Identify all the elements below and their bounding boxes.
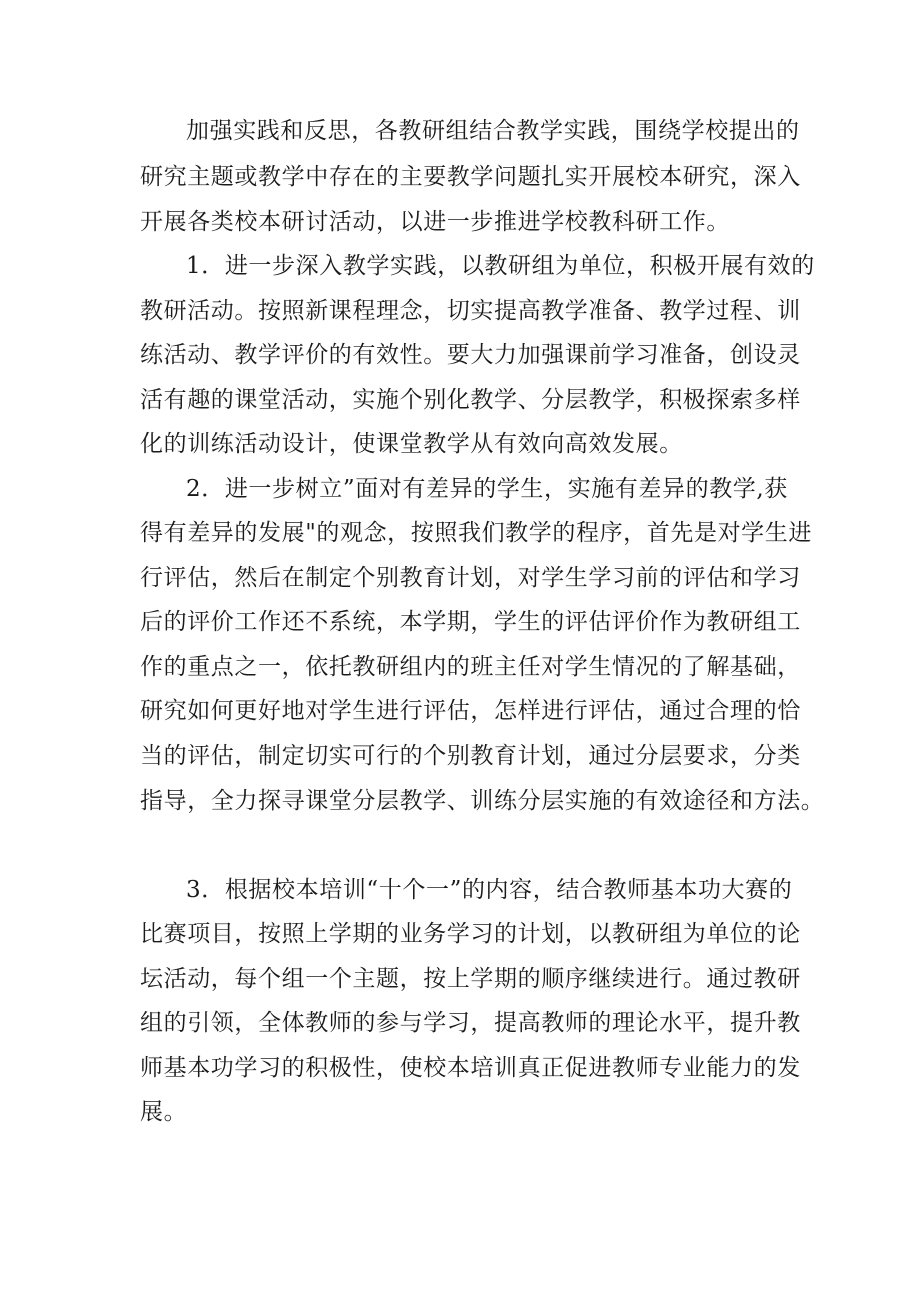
text-line: 2．进一步树立”面对有差异的学生，实施有差异的教学,获 bbox=[186, 476, 788, 502]
text-line: 加强实践和反思，各教研组结合教学实践，围绕学校提出的 bbox=[186, 118, 800, 144]
text-line: 活有趣的课堂活动，实施个别化教学、分层教学，积极探索多样 bbox=[140, 387, 801, 413]
text-line: 组的引领，全体教师的参与学习，提高教师的理论水平，提升教 bbox=[140, 1010, 801, 1036]
text-line: 指导，全力探寻课堂分层教学、训练分层实施的有效途径和方法。 bbox=[140, 788, 825, 814]
text-line: 后的评价工作还不系统，本学期，学生的评估评价作为教研组工 bbox=[140, 609, 801, 635]
text-line: 行评估，然后在制定个别教育计划，对学生学习前的评估和学习 bbox=[140, 565, 801, 591]
text-line: 作的重点之一，依托教研组内的班主任对学生情况的了解基础， bbox=[140, 654, 801, 680]
text-line: 展。 bbox=[140, 1099, 188, 1125]
text-line: 坛活动，每个组一个主题，按上学期的顺序继续进行。通过教研 bbox=[140, 966, 801, 992]
text-line: 师基本功学习的积极性，使校本培训真正促进教师专业能力的发 bbox=[140, 1055, 801, 1081]
text-line: 开展各类校本研讨活动，以进一步推进学校教科研工作。 bbox=[140, 209, 730, 235]
text-line: 当的评估，制定切实可行的个别教育计划，通过分层要求，分类 bbox=[140, 743, 801, 769]
text-line: 练活动、教学评价的有效性。要大力加强课前学习准备，创设灵 bbox=[140, 342, 801, 368]
text-line: 研究主题或教学中存在的主要教学问题扎实开展校本研究，深入 bbox=[140, 164, 801, 190]
text-line: 化的训练活动设计，使课堂教学从有效向高效发展。 bbox=[140, 431, 683, 457]
text-line: 教研活动。按照新课程理念，切实提高教学准备、教学过程、训 bbox=[140, 298, 801, 324]
text-line: 3．根据校本培训“十个一”的内容，结合教师基本功大赛的 bbox=[186, 877, 793, 903]
text-line: 研究如何更好地对学生进行评估，怎样进行评估，通过合理的恰 bbox=[140, 698, 801, 724]
text-line: 1．进一步深入教学实践，以教研组为单位，积极开展有效的 bbox=[186, 253, 815, 279]
text-line: 得有差异的发展"的观念，按照我们教学的程序，首先是对学生进 bbox=[140, 520, 812, 546]
text-line: 比赛项目，按照上学期的业务学习的计划，以教研组为单位的论 bbox=[140, 921, 801, 947]
